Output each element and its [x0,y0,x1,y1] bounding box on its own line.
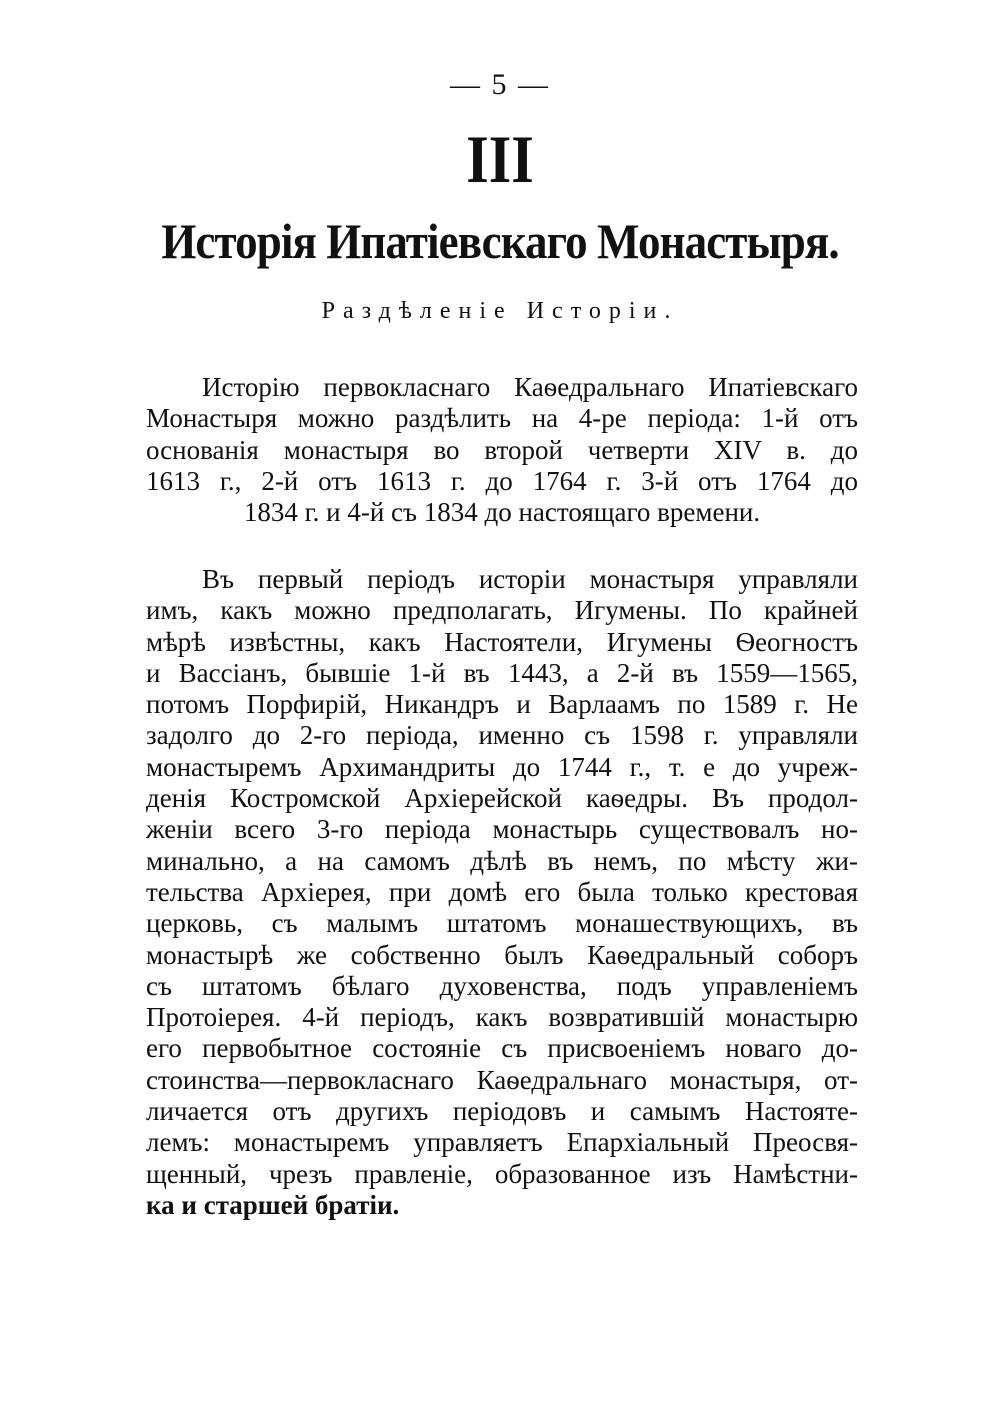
text-line: его первобытное состояніе съ присвоеніемъ новаго до- [146,1033,858,1064]
section-subtitle: Раздѣленіе Исторіи. [321,298,679,324]
chapter-title: Исторія Ипатіевскаго Монастыря. [161,213,839,269]
text-line: задолго до 2-го періода, именно съ 1598 г. управляли [146,720,858,751]
text-line: ка и старшей братіи. [146,1189,400,1220]
text-line: потомъ Порфирій, Никандръ и Варлаамъ по 1589 г. Не [146,689,858,720]
text-line: лемъ: монастыремъ управляетъ Епархіальный Преосвя- [146,1127,858,1158]
text-line: основанія монастыря во второй четверти XIV в. до [146,434,858,465]
text-line: денія Костромской Архіерейской каѳедры. Въ продол- [146,783,858,814]
text-line: Исторію первокласнаго Каѳедральнаго Ипатіевскаго [202,372,858,402]
text-line: 1613 г., 2-й отъ 1613 г. до 1764 г. 3-й отъ 1764 до [146,465,858,496]
text-line: Монастыря можно раздѣлить на 4-ре періода: 1-й отъ [146,403,858,434]
main-paragraph [146,564,858,1221]
text-line: имъ, какъ можно предполагать, Игумены. По крайней [146,595,858,626]
text-line: личается отъ другихъ періодовъ и самымъ Настояте- [146,1096,858,1127]
text-line: Въ первый періодъ исторіи монастыря управляли [202,564,858,594]
text-line: 1834 г. и 4-й съ 1834 до настоящаго времени. [243,497,761,528]
text-line: стоинства—первокласнаго Каѳедральнаго монастыря, от- [146,1064,858,1095]
text-line: съ штатомъ бѣлаго духовенства, подъ управленіемъ [146,970,858,1001]
text-line: щенный, чрезъ правленіе, образованное изъ Намѣстни- [146,1158,858,1189]
text-line: монастыремъ Архимандриты до 1744 г., т. е до учреж- [146,751,858,782]
text-line: и Вассіанъ, бывшіе 1-й въ 1443, а 2-й въ 1559—1565, [146,657,858,688]
text-line: Протоіерея. 4-й періодъ, какъ возвратившій монастырю [146,1002,858,1033]
text-line: монастырѣ же собственно былъ Каѳедральный соборъ [146,939,858,970]
text-line: женіи всего 3-го періода монастырь существовалъ но- [146,814,858,845]
text-line: мѣрѣ извѣстны, какъ Настоятели, Игумены Ѳеогностъ [146,626,858,657]
intro-paragraph [146,372,858,528]
text-line: тельства Архіерея, при домѣ его была только крестовая [146,876,858,907]
text-line: церковь, съ малымъ штатомъ монашествующихъ, въ [146,908,858,939]
page-number: — 5 — [450,68,550,101]
section-number: III [466,121,534,197]
text-line: минально, а на самомъ дѣлѣ въ немъ, по мѣсту жи- [146,845,858,876]
